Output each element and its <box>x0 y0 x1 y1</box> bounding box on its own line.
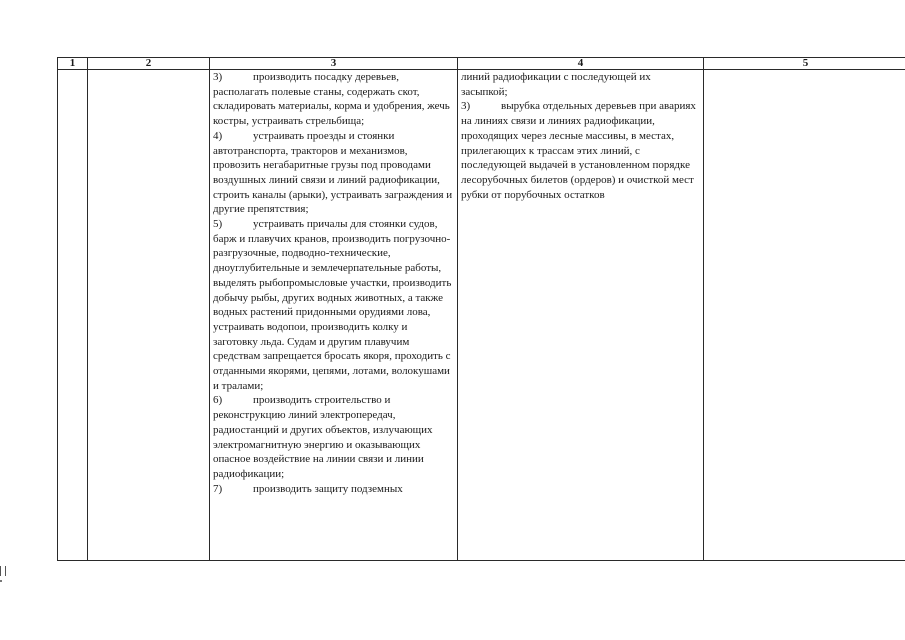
item-number: 3) <box>213 71 223 83</box>
item-text: производить посадку деревьев, располагать полевые станы, содержать скот, складировать материалы, корма и удобрения, жечь костры, устраивать стрельбища; <box>213 71 450 128</box>
list-item <box>213 393 454 481</box>
item-number: 3) <box>461 100 471 113</box>
table-row <box>58 70 905 561</box>
item-text: вырубка отдельных деревьев при авариях на линиях связи и линиях радиофикации, проходящих через лесные массивы, в местах, прилегающих к трассам этих линий, с последующей выдачей в установленном порядке лесорубочных билетов (ордеров) и очисткой мест рубки от порубочных остатков <box>461 100 696 201</box>
cell-col-1 <box>58 70 88 561</box>
list-item <box>213 217 454 393</box>
cell-col-2 <box>88 70 210 561</box>
document-table <box>57 57 905 561</box>
cell-col-3 <box>210 70 458 561</box>
column-header-4: 4 <box>458 58 704 70</box>
column-header-1: 1 <box>58 58 88 70</box>
item-number: 5) <box>213 218 223 231</box>
item-number: 6) <box>213 394 223 407</box>
list-item <box>461 99 700 202</box>
list-item <box>213 70 454 129</box>
cell-col-5 <box>704 70 905 561</box>
item-text: линий радиофикации с последующей их засыпкой; <box>461 71 651 98</box>
scan-margin-dot <box>0 580 2 582</box>
item-number: 7) <box>213 482 223 495</box>
list-item <box>213 482 454 497</box>
column-header-2: 2 <box>88 58 210 70</box>
header-row <box>58 58 905 70</box>
item-text: устраивать проезды и стоянки автотранспорта, тракторов и механизмов, провозить негабаритные грузы под проводами воздушных линий связи и линий радиофикации, строить каналы (арыки), устраивать заграждения и другие препятствия; <box>213 129 453 216</box>
column-header-3: 3 <box>210 58 458 70</box>
list-item <box>461 70 700 99</box>
column-header-5: 5 <box>704 58 905 70</box>
list-item <box>213 129 454 217</box>
item-text: производить строительство и реконструкцию линий электропередач, радиостанций и других объектов, излучающих электромагнитную энергию и оказывающих опасное воздействие на линии связи и линии радиофикации; <box>213 394 433 480</box>
item-text: производить защиту подземных <box>253 482 403 495</box>
scan-margin-mark <box>0 566 6 576</box>
item-text: устраивать причалы для стоянки судов, барж и плавучих кранов, производить погрузочно-разгрузочные, подводно-технические, дноуглубительные и землечерпательные работы, выделять рыбопромысловые участки, производить добычу рыбы, других водных животных, а также водных растений придонными орудиями лова, устраивать водопои, производить колку и заготовку льда. Судам и другим плавучим средствам запрещается бросать якоря, проходить с отданными якорями, цепями, лотами, волокушами и тралами; <box>213 218 452 392</box>
item-number: 4) <box>213 129 223 142</box>
cell-col-4 <box>458 70 704 561</box>
